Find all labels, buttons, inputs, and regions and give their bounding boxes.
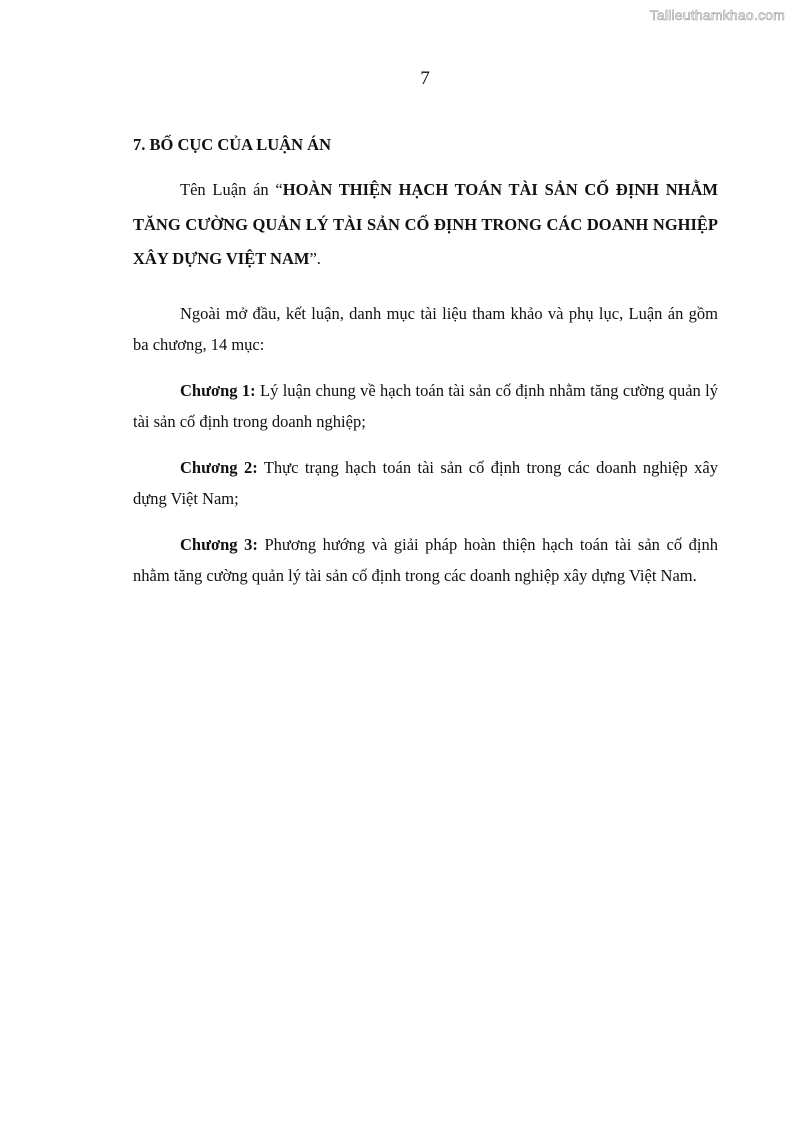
section-heading: 7. BỐ CỤC CỦA LUẬN ÁN <box>133 135 332 154</box>
chapter-1-text: Lý luận chung về hạch toán tài sản cố định nhằm tăng cường quản lý tài sản cố định trong doanh nghiệp; <box>133 380 718 431</box>
chapter-3-label: Chương 3: <box>180 534 258 554</box>
chapter-3-text: Phương hướng và giải pháp hoàn thiện hạch toán tài sản cố định nhằm tăng cường quản lý tài sản cố định trong các doanh nghiệp xây dựng Việt Nam. <box>133 534 718 585</box>
chapter-1-paragraph <box>133 375 718 437</box>
thesis-title-paragraph <box>133 173 718 277</box>
intro-paragraph: Ngoài mở đầu, kết luận, danh mục tài liệu tham khảo và phụ lục, Luận án gồm ba chương, 14 mục: <box>133 303 718 354</box>
chapter-2-label: Chương 2: <box>180 457 258 477</box>
chapter-2-paragraph <box>133 452 718 514</box>
chapter-2-text: Thực trạng hạch toán tài sản cố định trong các doanh nghiệp xây dựng Việt Nam; <box>133 457 718 508</box>
chapter-3-paragraph <box>133 529 718 591</box>
page-number: 7 <box>420 68 430 89</box>
thesis-title: HOÀN THIỆN HẠCH TOÁN TÀI SẢN CỐ ĐỊNH NHẰM TĂNG CƯỜNG QUẢN LÝ TÀI SẢN CỐ ĐỊNH TRONG CÁC DOANH NGHIỆP XÂY DỰNG VIỆT NAM <box>133 180 719 268</box>
chapter-1-label: Chương 1: <box>180 380 256 400</box>
thesis-title-suffix: ”. <box>309 249 321 268</box>
document-body <box>133 133 718 606</box>
watermark: Tailieuthamkhao.com <box>649 7 785 23</box>
thesis-title-prefix: Tên Luận án “ <box>180 180 283 199</box>
